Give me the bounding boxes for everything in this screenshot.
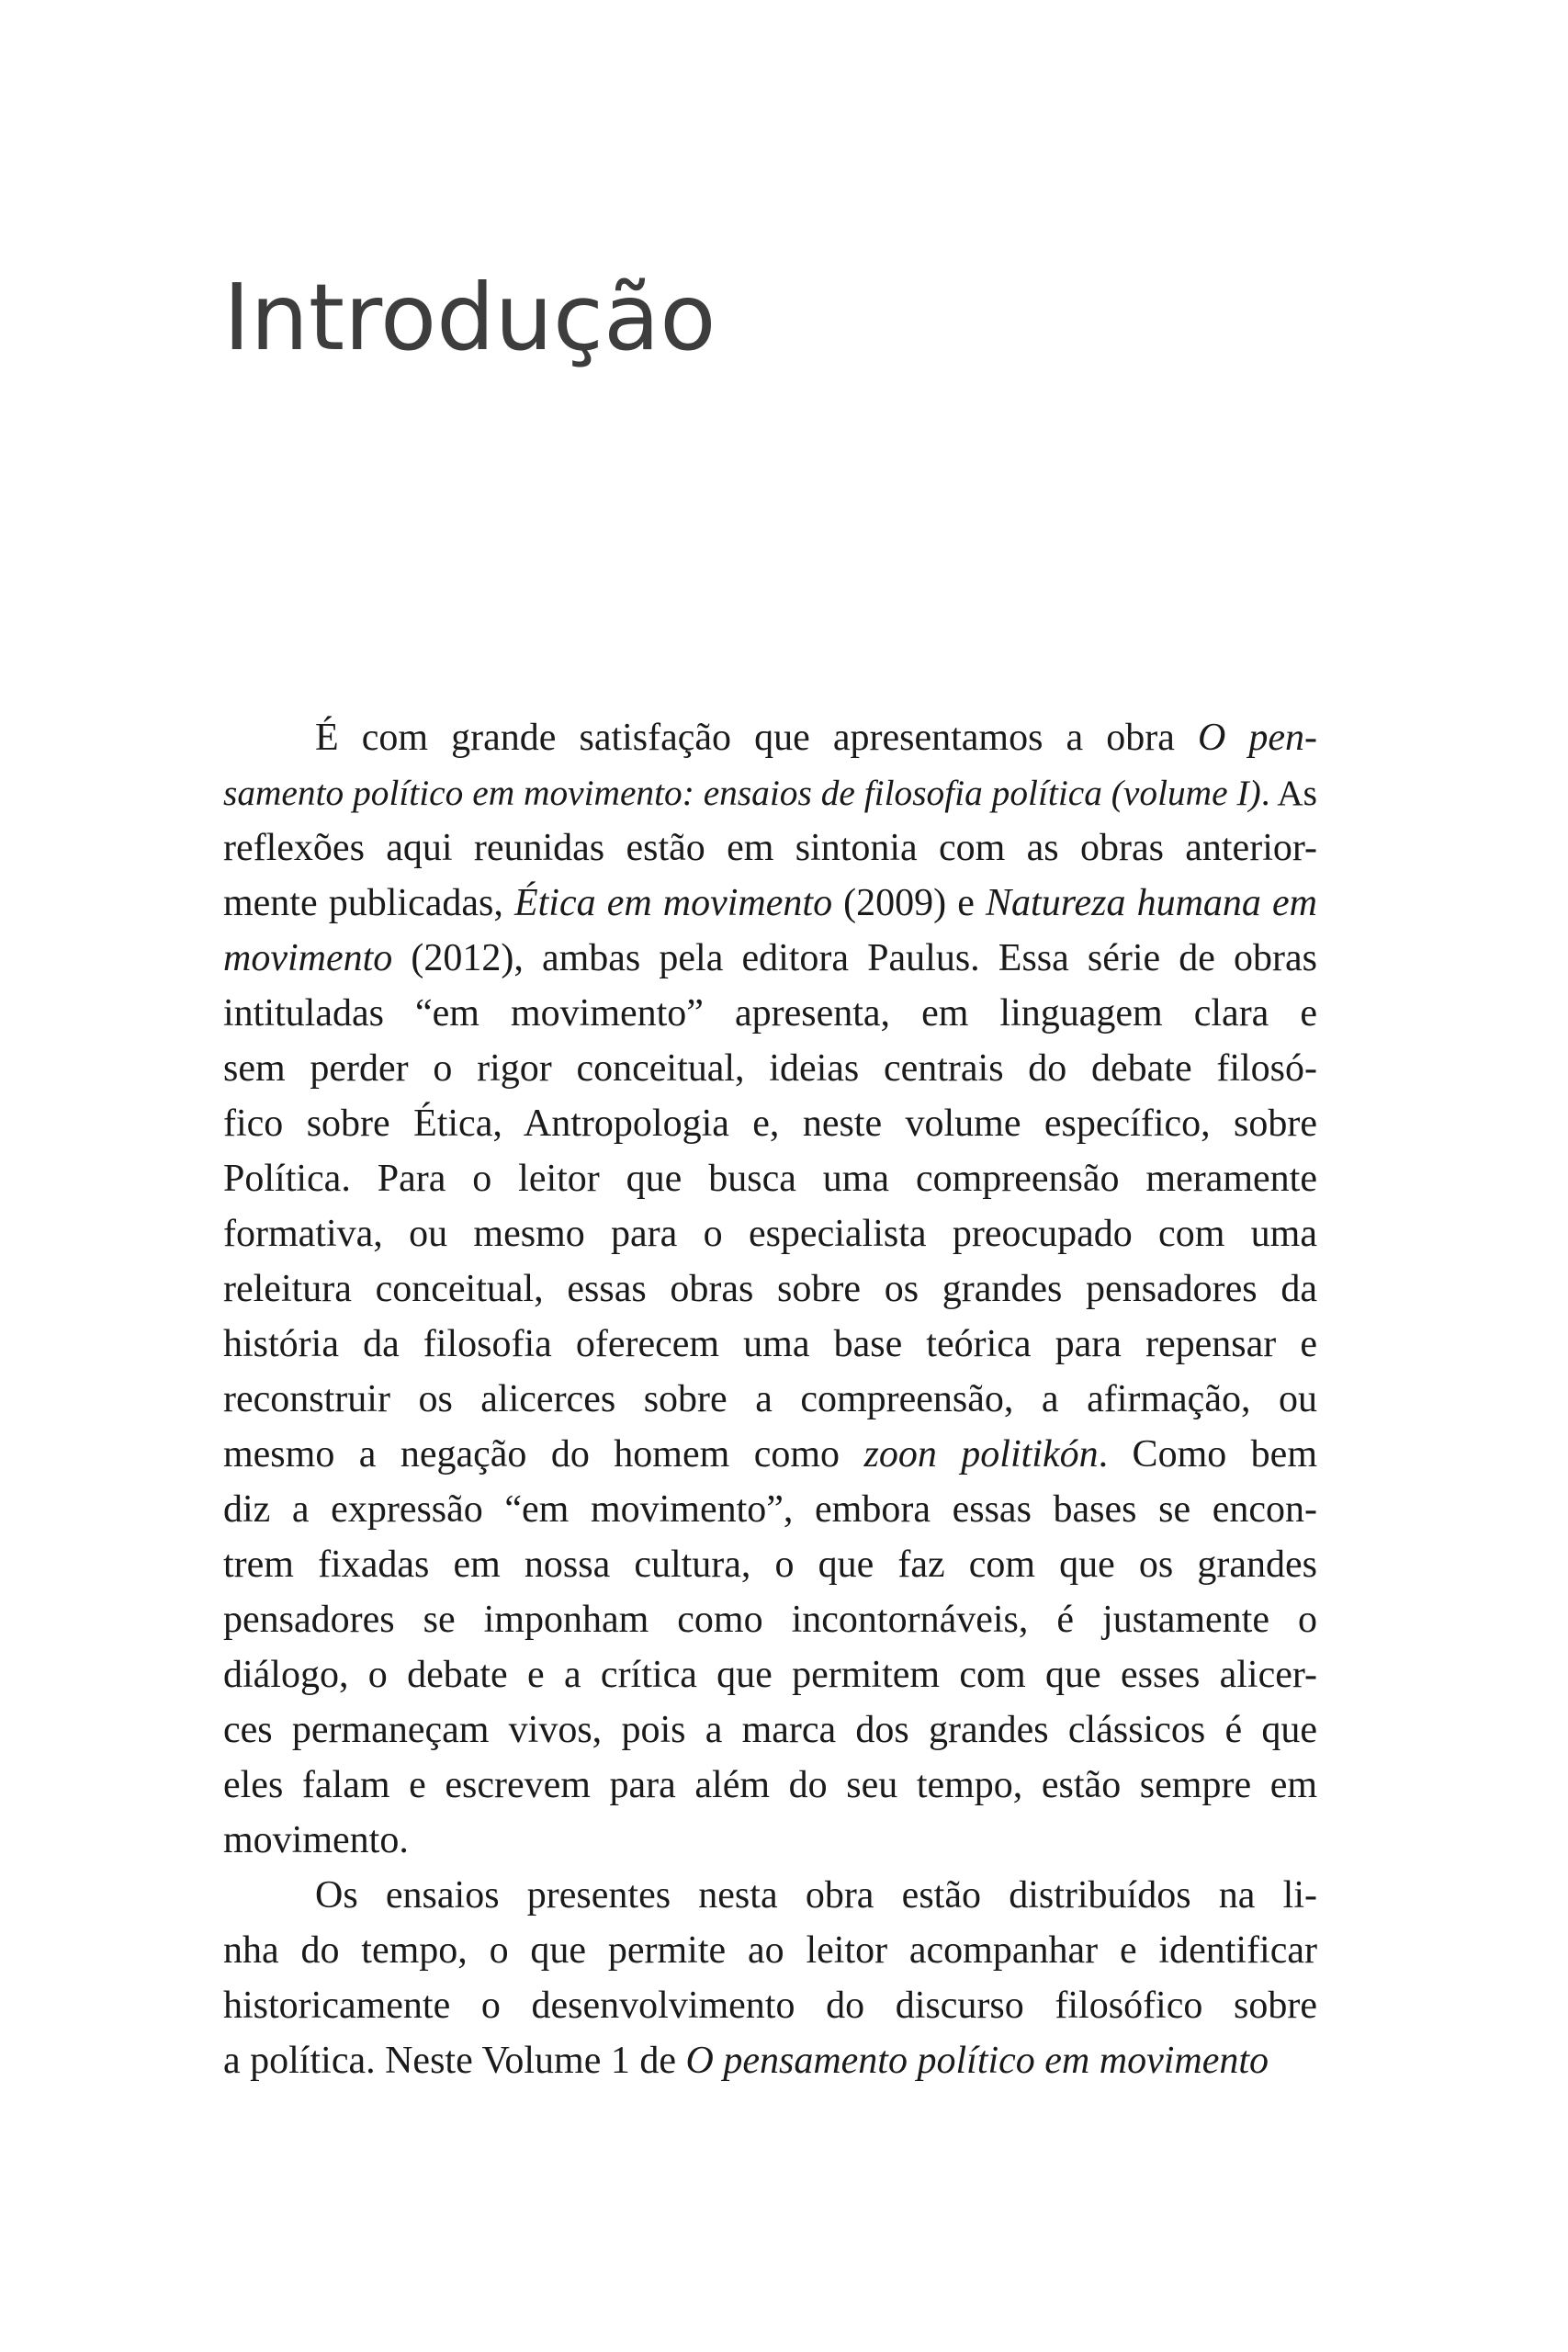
text-segment: mente publicadas, <box>223 882 514 924</box>
text-line <box>223 1537 1317 1592</box>
text-segment: (2009) e <box>832 882 987 924</box>
text-line <box>223 986 1317 1041</box>
italic-text: movimento <box>223 937 393 979</box>
text-line <box>223 1427 1317 1482</box>
text-line <box>223 2033 1317 2088</box>
text-line <box>223 820 1317 876</box>
text-segment: releitura conceitual, essas obras sobre os grandes pensadores da <box>223 1268 1317 1310</box>
text-segment: historicamente o desenvolvimento do discurso filosófico sobre <box>223 1984 1317 2027</box>
italic-text: O pen- <box>1197 717 1317 759</box>
text-segment: trem fixadas em nossa cultura, o que faz com que os grandes <box>223 1544 1317 1586</box>
text-segment: diz a expressão “em movimento”, embora essas bases se encon- <box>223 1488 1317 1531</box>
text-line <box>223 1592 1317 1647</box>
text-line <box>223 1702 1317 1758</box>
text-segment: formativa, ou mesmo para o especialista preocupado com uma <box>223 1213 1317 1255</box>
text-line <box>223 1096 1317 1151</box>
text-segment: mesmo a negação do homem como <box>223 1433 864 1476</box>
text-line <box>223 1151 1317 1206</box>
text-segment: Os ensaios presentes nesta obra estão distribuídos na li- <box>315 1874 1317 1917</box>
text-segment: fico sobre Ética, Antropologia e, neste volume específico, sobre <box>223 1102 1317 1145</box>
text-segment: Política. Para o leitor que busca uma compreensão meramente <box>223 1158 1317 1200</box>
text-segment: . Como bem <box>1098 1433 1317 1476</box>
text-segment: intituladas “em movimento” apresenta, em linguagem clara e <box>223 992 1317 1035</box>
italic-text: O pensamento político em movimento <box>685 2040 1269 2082</box>
text-segment: história da filosofia oferecem uma base teórica para repensar e <box>223 1323 1317 1365</box>
text-line <box>223 1978 1317 2033</box>
text-segment: eles falam e escrevem para além do seu tempo, estão sempre em <box>223 1764 1317 1806</box>
text-segment: É com grande satisfação que apresentamos a obra <box>315 717 1198 759</box>
text-segment: ces permaneçam vivos, pois a marca dos grandes clássicos é que <box>223 1709 1317 1751</box>
text-line <box>223 1206 1317 1261</box>
text-line <box>223 931 1317 986</box>
chapter-title: Introdução <box>223 264 716 371</box>
text-line <box>223 765 1317 820</box>
text-segment: (2012), ambas pela editora Paulus. Essa série de obras <box>392 937 1317 979</box>
text-line <box>223 1041 1317 1096</box>
text-line <box>223 1923 1317 1978</box>
text-segment: sem perder o rigor conceitual, ideias centrais do debate filosó- <box>223 1047 1317 1090</box>
text-line <box>223 1261 1317 1317</box>
text-segment: nha do tempo, o que permite ao leitor acompanhar e identificar <box>223 1929 1317 1972</box>
text-segment: movimento. <box>223 1819 409 1861</box>
paragraph <box>223 1868 1317 2088</box>
text-line <box>223 1372 1317 1427</box>
text-segment: a política. Neste Volume 1 de <box>223 2040 686 2082</box>
italic-text: samento político em movimento: ensaios de filosofia política (volume I) <box>223 773 1261 813</box>
text-segment: diálogo, o debate e a crítica que permitem com que esses alicer- <box>223 1654 1317 1696</box>
text-line <box>223 1758 1317 1813</box>
italic-text: zoon politikón <box>863 1433 1099 1476</box>
text-line <box>223 710 1317 765</box>
italic-text: Ética em movimento <box>513 882 833 924</box>
text-segment: reflexões aqui reunidas estão em sintonia com as obras anterior- <box>223 827 1317 869</box>
text-line <box>223 1868 1317 1923</box>
paragraph <box>223 710 1317 1868</box>
text-line <box>223 1482 1317 1537</box>
text-segment: . As <box>1260 773 1317 813</box>
text-line <box>223 1647 1317 1702</box>
body-text <box>223 710 1317 2088</box>
text-line <box>223 1317 1317 1372</box>
text-line <box>223 876 1317 931</box>
text-segment: reconstruir os alicerces sobre a compreensão, a afirmação, ou <box>223 1378 1317 1420</box>
italic-text: Natureza humana em <box>986 882 1317 924</box>
text-line <box>223 1813 1317 1868</box>
text-segment: pensadores se imponham como incontornáveis, é justamente o <box>223 1599 1317 1641</box>
